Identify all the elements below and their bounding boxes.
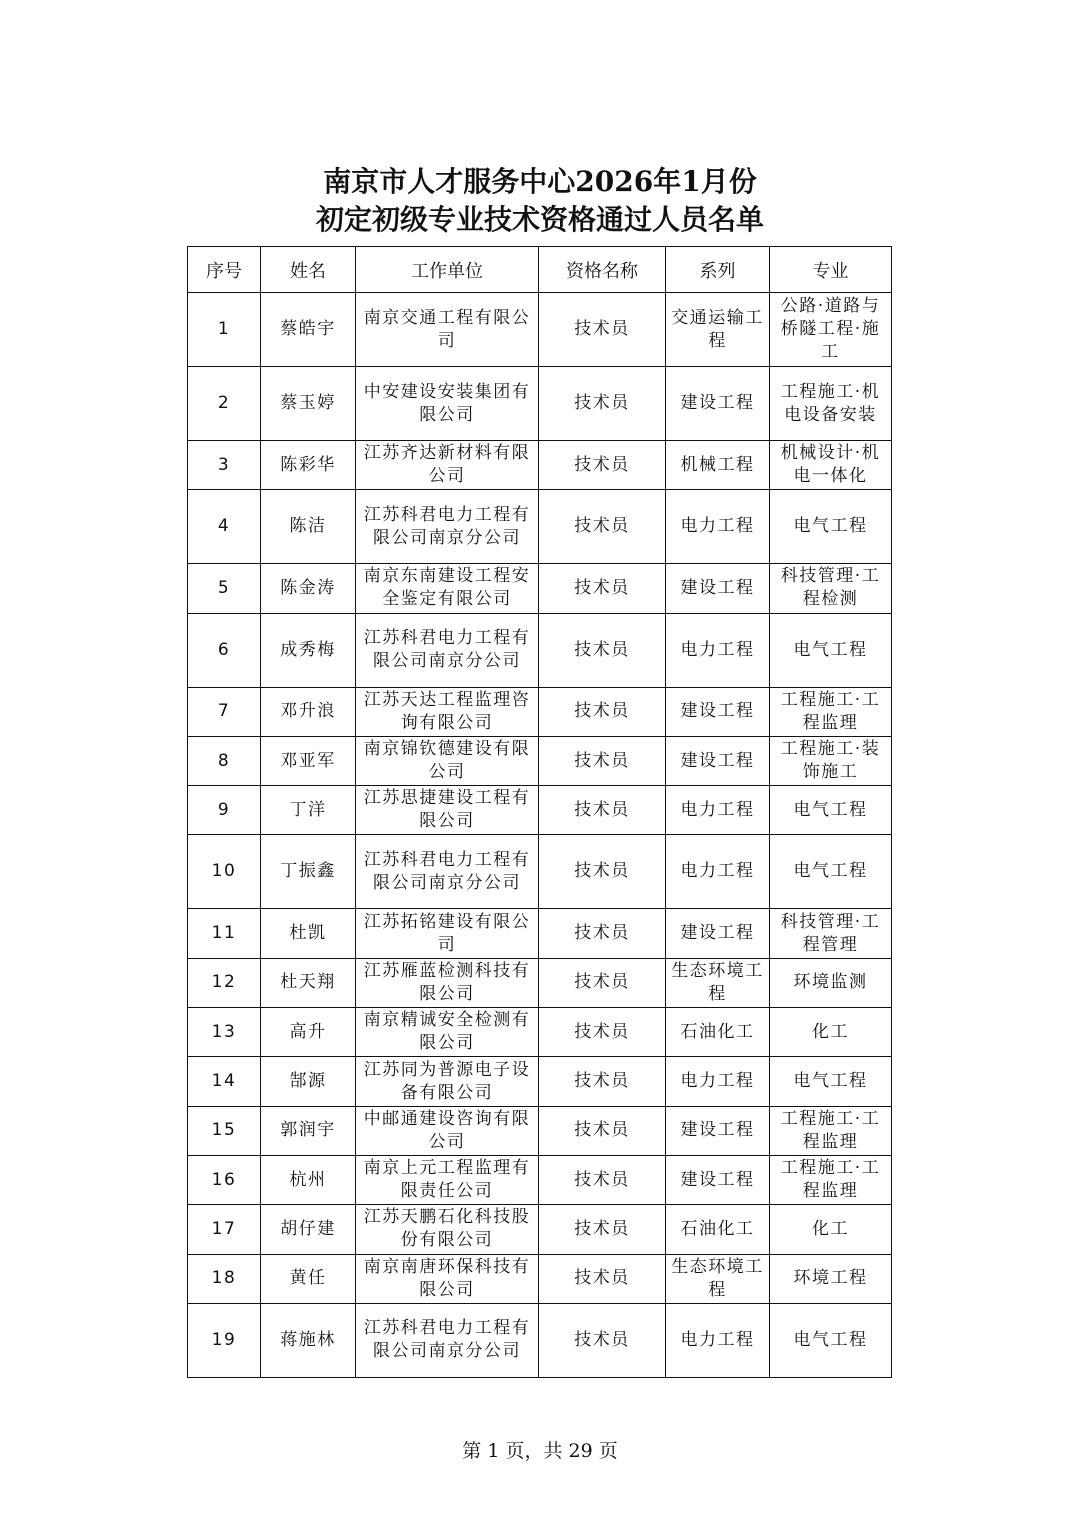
cell-name: 蔡皓宇: [261, 293, 356, 367]
cell-name: 邓升浪: [261, 687, 356, 736]
cell-specialty: 科技管理·工程检测: [770, 564, 892, 613]
cell-specialty: 电气工程: [770, 786, 892, 835]
cell-employer: 江苏科君电力工程有限公司南京分公司: [356, 490, 539, 564]
cell-specialty: 电气工程: [770, 490, 892, 564]
cell-qualification: 技术员: [539, 786, 666, 835]
cell-specialty: 化工: [770, 1205, 892, 1254]
cell-employer: 江苏同为普源电子设备有限公司: [356, 1057, 539, 1106]
cell-name: 杜凯: [261, 909, 356, 958]
cell-qualification: 技术员: [539, 441, 666, 490]
table-row: [188, 490, 892, 564]
cell-index: 4: [188, 490, 261, 564]
cell-name: 邓亚军: [261, 736, 356, 785]
cell-series: 电力工程: [666, 613, 770, 687]
page-footer: 第 1 页，共 29 页: [462, 1440, 618, 1462]
cell-name: 成秀梅: [261, 613, 356, 687]
cell-series: 建设工程: [666, 367, 770, 441]
header-index: 序号: [188, 247, 261, 293]
cell-name: 黄任: [261, 1254, 356, 1303]
page-title-line-2: 初定初级专业技术资格通过人员名单: [315, 203, 764, 236]
header-series: 系列: [666, 247, 770, 293]
cell-qualification: 技术员: [539, 1155, 666, 1204]
cell-name: 丁振鑫: [261, 835, 356, 909]
cell-employer: 江苏天鹏石化科技股份有限公司: [356, 1205, 539, 1254]
cell-index: 6: [188, 613, 261, 687]
cell-employer: 江苏科君电力工程有限公司南京分公司: [356, 835, 539, 909]
cell-specialty: 工程施工·工程监理: [770, 687, 892, 736]
cell-index: 8: [188, 736, 261, 785]
cell-qualification: 技术员: [539, 909, 666, 958]
cell-qualification: 技术员: [539, 835, 666, 909]
cell-index: 15: [188, 1106, 261, 1155]
cell-qualification: 技术员: [539, 1303, 666, 1377]
cell-series: 生态环境工程: [666, 958, 770, 1007]
cell-name: 丁洋: [261, 786, 356, 835]
table-row: [188, 736, 892, 785]
cell-employer: 南京锦钦德建设有限公司: [356, 736, 539, 785]
table-row: [188, 367, 892, 441]
cell-specialty: 化工: [770, 1008, 892, 1057]
cell-name: 郜源: [261, 1057, 356, 1106]
cell-qualification: 技术员: [539, 613, 666, 687]
cell-index: 18: [188, 1254, 261, 1303]
table-row: [188, 1254, 892, 1303]
cell-series: 建设工程: [666, 687, 770, 736]
cell-name: 高升: [261, 1008, 356, 1057]
cell-series: 石油化工: [666, 1205, 770, 1254]
table-row: [188, 958, 892, 1007]
cell-index: 14: [188, 1057, 261, 1106]
cell-qualification: 技术员: [539, 687, 666, 736]
cell-index: 1: [188, 293, 261, 367]
cell-qualification: 技术员: [539, 1106, 666, 1155]
cell-employer: 南京交通工程有限公司: [356, 293, 539, 367]
cell-series: 建设工程: [666, 736, 770, 785]
cell-series: 建设工程: [666, 1106, 770, 1155]
cell-specialty: 电气工程: [770, 1303, 892, 1377]
table-row: [188, 687, 892, 736]
cell-name: 蔡玉婷: [261, 367, 356, 441]
cell-employer: 南京精诚安全检测有限公司: [356, 1008, 539, 1057]
cell-index: 10: [188, 835, 261, 909]
cell-series: 电力工程: [666, 1303, 770, 1377]
cell-specialty: 工程施工·装饰施工: [770, 736, 892, 785]
cell-index: 16: [188, 1155, 261, 1204]
cell-name: 杭州: [261, 1155, 356, 1204]
cell-qualification: 技术员: [539, 564, 666, 613]
table-row: [188, 909, 892, 958]
cell-specialty: 电气工程: [770, 1057, 892, 1106]
cell-specialty: 工程施工·工程监理: [770, 1155, 892, 1204]
cell-specialty: 机械设计·机电一体化: [770, 441, 892, 490]
table-row: [188, 1303, 892, 1377]
cell-index: 12: [188, 958, 261, 1007]
cell-employer: 南京上元工程监理有限责任公司: [356, 1155, 539, 1204]
header-name: 姓名: [261, 247, 356, 293]
personnel-table: [187, 246, 892, 1378]
table-row: [188, 1106, 892, 1155]
cell-name: 蒋施林: [261, 1303, 356, 1377]
cell-series: 电力工程: [666, 835, 770, 909]
cell-specialty: 工程施工·工程监理: [770, 1106, 892, 1155]
table-row: [188, 1155, 892, 1204]
cell-specialty: 公路·道路与桥隧工程·施工: [770, 293, 892, 367]
cell-specialty: 环境监测: [770, 958, 892, 1007]
cell-qualification: 技术员: [539, 1008, 666, 1057]
cell-series: 交通运输工程: [666, 293, 770, 367]
cell-qualification: 技术员: [539, 367, 666, 441]
cell-qualification: 技术员: [539, 1254, 666, 1303]
cell-series: 电力工程: [666, 490, 770, 564]
cell-employer: 江苏雁蓝检测科技有限公司: [356, 958, 539, 1007]
cell-qualification: 技术员: [539, 293, 666, 367]
table-row: [188, 441, 892, 490]
table-row: [188, 293, 892, 367]
cell-series: 建设工程: [666, 909, 770, 958]
cell-specialty: 环境工程: [770, 1254, 892, 1303]
cell-name: 胡仔建: [261, 1205, 356, 1254]
cell-name: 杜天翔: [261, 958, 356, 1007]
cell-index: 3: [188, 441, 261, 490]
cell-qualification: 技术员: [539, 1057, 666, 1106]
cell-employer: 江苏齐达新材料有限公司: [356, 441, 539, 490]
table-row: [188, 564, 892, 613]
cell-specialty: 电气工程: [770, 613, 892, 687]
header-employer: 工作单位: [356, 247, 539, 293]
cell-series: 生态环境工程: [666, 1254, 770, 1303]
cell-name: 陈彩华: [261, 441, 356, 490]
cell-qualification: 技术员: [539, 958, 666, 1007]
cell-index: 5: [188, 564, 261, 613]
table-row: [188, 835, 892, 909]
cell-index: 13: [188, 1008, 261, 1057]
cell-index: 11: [188, 909, 261, 958]
cell-employer: 江苏思捷建设工程有限公司: [356, 786, 539, 835]
cell-series: 石油化工: [666, 1008, 770, 1057]
cell-series: 电力工程: [666, 1057, 770, 1106]
cell-employer: 江苏科君电力工程有限公司南京分公司: [356, 1303, 539, 1377]
table-header-row: [188, 247, 892, 293]
cell-index: 2: [188, 367, 261, 441]
cell-series: 电力工程: [666, 786, 770, 835]
cell-index: 17: [188, 1205, 261, 1254]
cell-index: 19: [188, 1303, 261, 1377]
cell-employer: 中安建设安装集团有限公司: [356, 367, 539, 441]
cell-specialty: 工程施工·机电设备安装: [770, 367, 892, 441]
cell-qualification: 技术员: [539, 736, 666, 785]
table-row: [188, 786, 892, 835]
cell-qualification: 技术员: [539, 1205, 666, 1254]
cell-qualification: 技术员: [539, 490, 666, 564]
cell-employer: 江苏科君电力工程有限公司南京分公司: [356, 613, 539, 687]
cell-employer: 南京南唐环保科技有限公司: [356, 1254, 539, 1303]
cell-name: 陈金涛: [261, 564, 356, 613]
cell-index: 9: [188, 786, 261, 835]
cell-index: 7: [188, 687, 261, 736]
page-title-line-1: 南京市人才服务中心2026年1月份: [323, 165, 757, 198]
cell-name: 陈洁: [261, 490, 356, 564]
table-row: [188, 613, 892, 687]
header-qualification: 资格名称: [539, 247, 666, 293]
cell-name: 郭润宇: [261, 1106, 356, 1155]
cell-employer: 江苏天达工程监理咨询有限公司: [356, 687, 539, 736]
cell-employer: 江苏拓铭建设有限公司: [356, 909, 539, 958]
header-specialty: 专业: [770, 247, 892, 293]
cell-specialty: 电气工程: [770, 835, 892, 909]
table-row: [188, 1205, 892, 1254]
cell-employer: 南京东南建设工程安全鉴定有限公司: [356, 564, 539, 613]
cell-series: 建设工程: [666, 1155, 770, 1204]
cell-series: 机械工程: [666, 441, 770, 490]
cell-employer: 中邮通建设咨询有限公司: [356, 1106, 539, 1155]
table-row: [188, 1057, 892, 1106]
cell-specialty: 科技管理·工程管理: [770, 909, 892, 958]
cell-series: 建设工程: [666, 564, 770, 613]
table-row: [188, 1008, 892, 1057]
